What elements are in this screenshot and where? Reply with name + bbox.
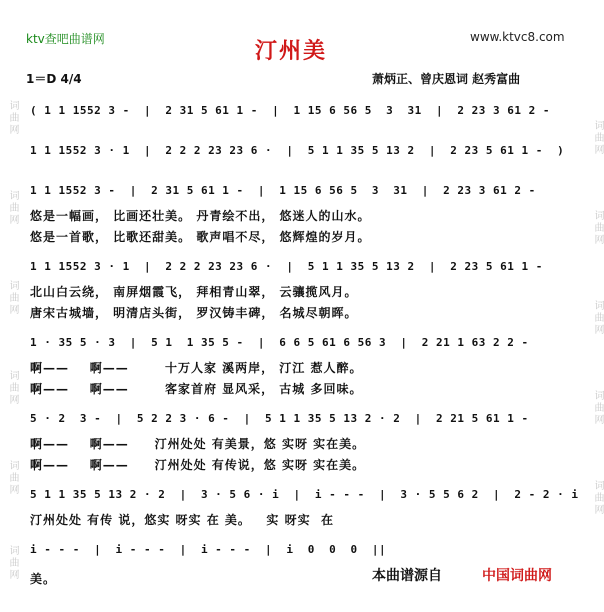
lyric-line: 啊—— 啊—— 汀州处处 有美景，悠 实呀 实在美。 <box>30 437 366 451</box>
notation-line-6: 5 · 2 3 - | 5 2 2 3 · 6 - | 5 1 1 35 5 13 2 · 2 | 2 21 5 61 1 - <box>30 412 529 425</box>
side-watermark-left: 词曲网 <box>7 280 18 316</box>
lyric-line: 啊—— 啊—— 汀州处处 有传说，悠 实呀 实在美。 <box>30 458 366 472</box>
side-watermark-left: 词曲网 <box>7 100 18 136</box>
lyric-line: 汀州处处 有传 说，悠实 呀实 在 美。 实 呀实 在 <box>30 513 334 527</box>
lyric-line: 美。 <box>30 572 57 586</box>
side-watermark-left: 词曲网 <box>7 190 18 226</box>
source-site: 中国词曲网 <box>482 568 552 584</box>
side-watermark-left: 词曲网 <box>7 370 18 406</box>
side-watermark-left: 词曲网 <box>7 545 18 581</box>
lyric-line: 悠是一首歌， 比歌还甜美。 歌声唱不尽， 悠辉煌的岁月。 <box>30 230 371 244</box>
song-title: 汀州美 <box>255 38 328 64</box>
notation-line-7: 5 1 1 35 5 13 2 · 2 | 3 · 5 6 · i | i - - - | 3 · 5 5 6 2 | 2 - 2 · i <box>30 488 579 501</box>
key-signature: 1＝D 4/4 <box>26 72 82 86</box>
lyric-line: 啊—— 啊—— 客家首府 显风采， 古城 多回味。 <box>30 382 363 396</box>
side-watermark-right: 词曲网 <box>592 480 603 516</box>
side-watermark-right: 词曲网 <box>592 120 603 156</box>
lyric-line: 悠是一幅画， 比画还壮美。 丹青绘不出， 悠迷人的山水。 <box>30 209 371 223</box>
song-credits: 萧炳正、曾庆恩词 赵秀富曲 <box>372 72 521 86</box>
site-name-left: ktv查吧曲谱网 <box>26 32 105 46</box>
notation-line-4: 1 1 1552 3 · 1 | 2 2 2 23 23 6 · | 5 1 1 35 5 13 2 | 2 23 5 61 1 - <box>30 260 543 273</box>
notation-line-8: i - - - | i - - - | i - - - | i 0 0 0 || <box>30 543 387 556</box>
notation-line-3: 1 1 1552 3 - | 2 31 5 61 1 - | 1 15 6 56 5 3 31 | 2 23 3 61 2 - <box>30 184 536 197</box>
side-watermark-right: 词曲网 <box>592 210 603 246</box>
site-url-right: www.ktvc8.com <box>470 30 565 44</box>
notation-line-5: 1 · 35 5 · 3 | 5 1 1 35 5 - | 6 6 5 61 6 56 3 | 2 21 1 63 2 2 - <box>30 336 529 349</box>
notation-line-1: ( 1 1 1552 3 - | 2 31 5 61 1 - | 1 15 6 56 5 3 31 | 2 23 3 61 2 - <box>30 104 565 117</box>
lyric-line: 唐宋古城墙， 明清店头街， 罗汉铸丰碑， 名城尽朝晖。 <box>30 306 358 320</box>
source-label: 本曲谱源自 <box>372 568 442 584</box>
lyric-line: 北山白云绕， 南屏烟霞飞， 拜相青山翠， 云骧揽风月。 <box>30 285 358 299</box>
side-watermark-right: 词曲网 <box>592 300 603 336</box>
notation-line-2: 1 1 1552 3 · 1 | 2 2 2 23 23 6 · | 5 1 1 35 5 13 2 | 2 23 5 61 1 - ) <box>30 144 565 157</box>
side-watermark-right: 词曲网 <box>592 390 603 426</box>
side-watermark-left: 词曲网 <box>7 460 18 496</box>
lyric-line: 啊—— 啊—— 十万人家 溪两岸， 汀江 惹人醉。 <box>30 361 363 375</box>
